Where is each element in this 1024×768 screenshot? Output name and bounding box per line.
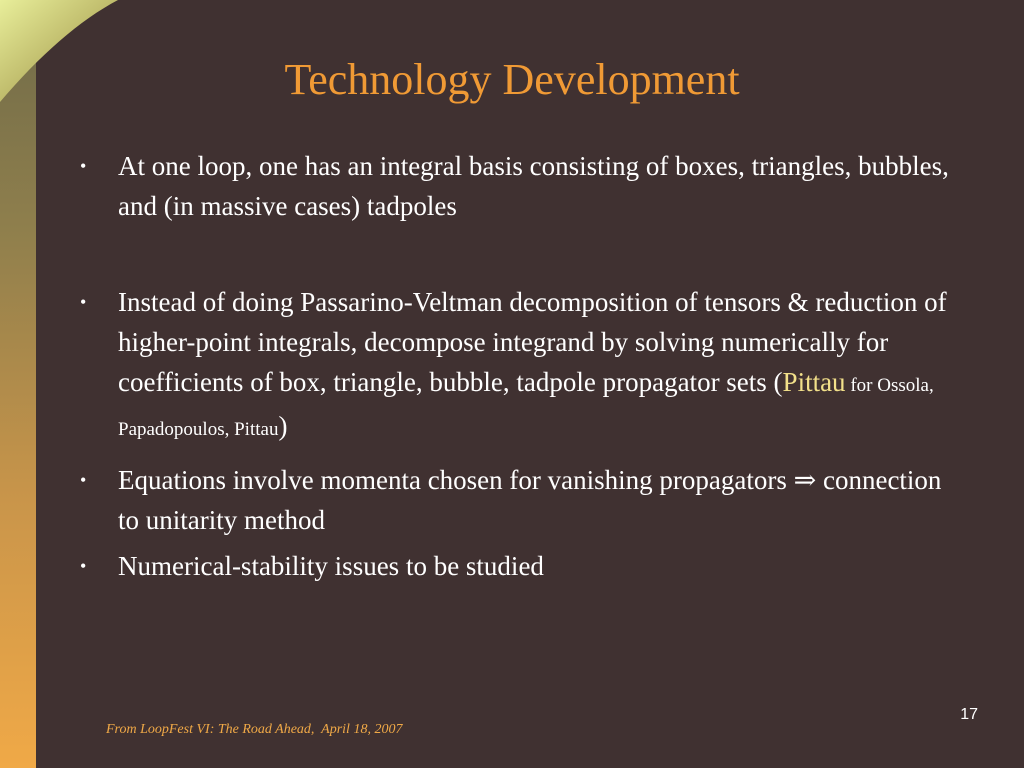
- decorative-left-bar: [0, 0, 36, 768]
- bullet-text-end: ): [278, 411, 288, 441]
- bullet-list: [78, 146, 968, 586]
- bullet-marker: •: [80, 470, 87, 490]
- bullet-marker: •: [80, 556, 87, 576]
- bullet-marker: •: [80, 292, 87, 312]
- citation: for Ossola, Papadopoulos, Pittau: [118, 375, 934, 440]
- bullet-text: Numerical-stability issues to be studied: [118, 551, 544, 581]
- bullet-item: [78, 460, 968, 540]
- slide-title: Technology Development: [284, 55, 740, 104]
- bullet-text: Equations involve momenta chosen for vanishing propagators ⇒ connection to unitarity method: [118, 465, 942, 535]
- highlighted-author: Pittau: [782, 367, 846, 397]
- page-number: 17: [960, 706, 978, 723]
- bullet-text: Instead of doing Passarino-Veltman decomposition of tensors & reduction of higher-point integrals, decompose integrand by solving numerically for coefficients of box, triangle, bubble, tadpole propagator sets (: [118, 287, 947, 397]
- bullet-marker: •: [80, 156, 87, 176]
- bullet-item: [78, 546, 968, 586]
- slide-footer: From LoopFest VI: The Road Ahead, April 18, 2007: [106, 722, 403, 737]
- bullet-item: [78, 146, 968, 226]
- bullet-item: [78, 282, 968, 450]
- bullet-text: At one loop, one has an integral basis consisting of boxes, triangles, bubbles, and (in massive cases) tadpoles: [118, 151, 949, 221]
